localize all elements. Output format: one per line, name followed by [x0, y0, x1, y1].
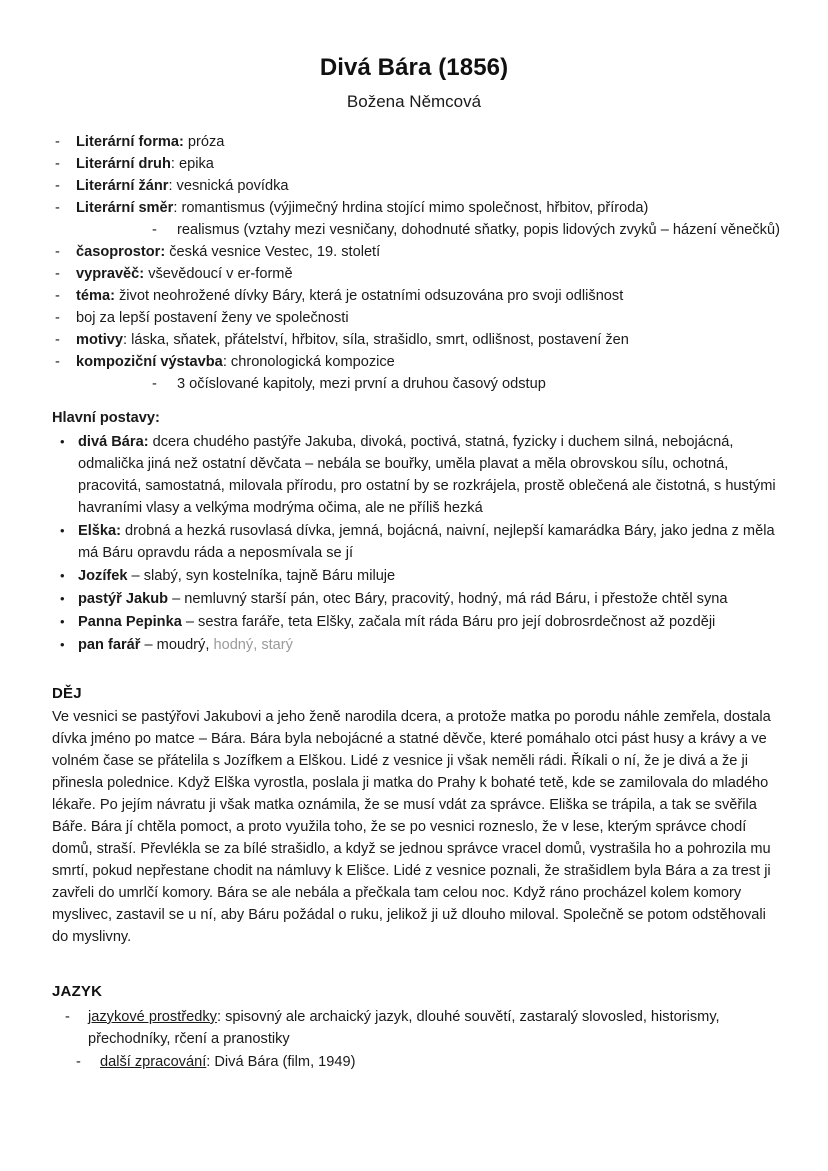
outline-item-term: Literární druh — [76, 155, 171, 172]
outline-item-text — [76, 307, 782, 329]
outline-item-text — [76, 263, 782, 285]
outline-item — [0, 329, 828, 351]
character-name: Panna Pepinka — [78, 613, 182, 630]
character-item — [0, 588, 828, 610]
plot-paragraph: Ve vesnici se pastýřovi Jakubovi a jeho ženě narodila dcera, a protože matka po porodu náhle zemřela, dostala dívka jméno po matce – Bára. Bára byla nebojácné a statné děvče, které pomáhalo otci pást husy a krávy a ve volném čase se přátelila s Jozífkem a Elškou. Lidé z vesnice ji však neměli rádi. Říkali o ní, že je divá a že ji přinesla polednice. Když Elška vyrostla, poslala ji matka do Prahy k bohaté tetě, kde se zamilovala do mladého lékaře. Po jejím návratu ji však matka oznámila, že se musí vdát za správce. Eliška se trápila, a tak se svěřila Báře. Bára jí chtěla pomoct, a proto využila toho, že se po vesnici rozneslo, že v lese, kterým správce chodí domů, straší. Převlékla se za bílé strašidlo, a když se jednou správce vracel domů, vystrašila ho a pohrozila mu smrtí, pokud nepřestane chodit na námluvy k Elišce. Lidé z vesnice poznali, že strašidlem byla Bára a za trest ji zavřeli do umrlčí komory. Bára se ale nebála a přečkala tam celou noc. Když ráno procházel kolem komory myslivec, zastavil se u ní, aby Báru požádal o ruku, jelikož ji už dlouho miloval. Společně se potom odstěhovali do myslivny. — [52, 708, 771, 945]
language-item — [0, 1006, 828, 1050]
plot-heading: DĚJ — [52, 684, 82, 702]
outline-item-detail: : láska, sňatek, přátelství, hřbitov, síla, strašidlo, smrt, odlišnost, postavení žen — [123, 331, 629, 348]
character-item — [0, 520, 828, 564]
character-description-muted: hodný, starý — [209, 636, 293, 653]
character-item-text — [78, 520, 780, 564]
outline-item-text — [76, 131, 782, 153]
outline-item-term: Literární forma: — [76, 133, 184, 150]
outline-item-detail: vševědoucí v er-formě — [144, 265, 293, 282]
outline-item — [0, 219, 828, 241]
dash-bullet-icon: - — [55, 309, 60, 326]
dash-bullet-icon: - — [55, 199, 60, 216]
outline-item-text — [177, 373, 782, 395]
character-item-text — [78, 634, 780, 656]
dash-bullet-icon: - — [55, 177, 60, 194]
outline-item-term: motivy — [76, 331, 124, 348]
character-item — [0, 431, 828, 519]
dash-bullet-icon: - — [55, 353, 60, 370]
character-item-text — [78, 565, 780, 587]
character-item-text — [78, 588, 780, 610]
character-item-text — [78, 431, 780, 519]
characters-list — [0, 431, 828, 656]
plot-section — [0, 684, 828, 948]
outline-item-detail: : vesnická povídka — [168, 177, 289, 194]
character-item-text — [78, 611, 780, 633]
outline-item — [0, 351, 828, 373]
outline-item-term: téma: — [76, 287, 115, 304]
outline-item-detail: : epika — [170, 155, 214, 172]
outline-item-detail: 3 očíslované kapitoly, mezi první a druhou časový odstup — [177, 375, 546, 392]
outline-item-detail: boj za lepší postavení ženy ve společnosti — [76, 309, 349, 326]
round-bullet-icon: • — [60, 613, 65, 629]
character-name: divá Bára: — [78, 433, 149, 450]
outline-item — [0, 131, 828, 153]
dash-bullet-icon: - — [152, 221, 157, 238]
dash-bullet-icon: - — [76, 1053, 81, 1070]
outline-item — [0, 153, 828, 175]
character-description: – nemluvný starší pán, otec Báry, pracovitý, hodný, má rád Báru, i přestože chtěl syna — [168, 590, 728, 607]
outline-item — [0, 241, 828, 263]
outline-item-detail: próza — [183, 133, 225, 150]
character-name: Elška: — [78, 522, 121, 539]
character-description: – slabý, syn kostelníka, tajně Báru miluje — [127, 567, 396, 584]
language-item-text — [88, 1006, 784, 1050]
character-item — [0, 611, 828, 633]
outline-item-text — [76, 153, 782, 175]
character-name: pastýř Jakub — [78, 590, 169, 607]
page-title: Divá Bára (1856) — [319, 54, 509, 81]
language-item-detail: : spisovný ale archaický jazyk, dlouhé souvětí, zastaralý slovosled, historismy, přechodníky, rčení a pranostiky — [88, 1008, 720, 1047]
round-bullet-icon: • — [60, 522, 65, 538]
language-section — [0, 982, 828, 1073]
outline-item-text — [76, 285, 782, 307]
outline-item — [0, 373, 828, 395]
outline-item — [0, 175, 828, 197]
outline-item-term: kompoziční výstavba — [76, 353, 223, 370]
language-item-detail: : Divá Bára (film, 1949) — [206, 1053, 356, 1070]
language-list — [0, 1006, 828, 1073]
language-item-text — [100, 1051, 784, 1073]
language-item — [0, 1051, 828, 1073]
outline-item-term: vypravěč: — [76, 265, 145, 282]
outline-item-text — [76, 329, 782, 351]
outline-item-text — [76, 351, 782, 373]
language-item-term: jazykové prostředky — [88, 1008, 217, 1025]
outline-item — [0, 285, 828, 307]
round-bullet-icon: • — [60, 567, 65, 583]
language-item-term: další zpracování — [100, 1053, 207, 1070]
character-description: – moudrý, — [140, 636, 210, 653]
outline-item-text — [177, 219, 782, 241]
character-name: Jozífek — [78, 567, 128, 584]
outline-item-detail: česká vesnice Vestec, 19. století — [165, 243, 381, 260]
outline-item-detail: : chronologická kompozice — [222, 353, 395, 370]
dash-bullet-icon: - — [55, 243, 60, 260]
character-name: pan farář — [78, 636, 141, 653]
language-heading: JAZYK — [52, 982, 103, 1000]
character-description: – sestra faráře, teta Elšky, začala mít ráda Báru pro její dobrosrdečnost až později — [181, 613, 716, 630]
dash-bullet-icon: - — [55, 133, 60, 150]
dash-bullet-icon: - — [55, 265, 60, 282]
character-item — [0, 565, 828, 587]
outline-item-text — [76, 175, 782, 197]
outline-item-term: Literární žánr — [76, 177, 169, 194]
outline-item-detail: : romantismus (výjimečný hrdina stojící mimo společnost, hřbitov, příroda) — [173, 199, 649, 216]
metadata-outline-list — [0, 131, 828, 395]
dash-bullet-icon: - — [55, 155, 60, 172]
round-bullet-icon: • — [60, 590, 65, 606]
round-bullet-icon: • — [60, 433, 65, 449]
dash-bullet-icon: - — [55, 331, 60, 348]
outline-item-text — [76, 241, 782, 263]
characters-section-label: Hlavní postavy: — [52, 409, 160, 426]
outline-item-detail: život neohrožené dívky Báry, která je ostatními odsuzována pro svoji odlišnost — [114, 287, 624, 304]
outline-item-term: časoprostor: — [76, 243, 166, 260]
dash-bullet-icon: - — [55, 287, 60, 304]
outline-item — [0, 197, 828, 219]
outline-item-term: Literární směr — [76, 199, 174, 216]
round-bullet-icon: • — [60, 636, 65, 652]
outline-item-text — [76, 197, 782, 219]
outline-item-detail: realismus (vztahy mezi vesničany, dohodnuté sňatky, popis lidových zvyků – házení věnečků) — [177, 221, 780, 238]
outline-item — [0, 263, 828, 285]
document-author: Božena Němcová — [346, 91, 482, 111]
dash-bullet-icon: - — [152, 375, 157, 392]
character-item — [0, 634, 828, 656]
outline-item — [0, 307, 828, 329]
character-description: dcera chudého pastýře Jakuba, divoká, poctivá, statná, fyzicky i duchem silná, nebojácná, odmalička jiná než ostatní děvčata – nebála se bouřky, uměla plavat a měla obrovskou sílu, ochotná, pracovitá, samostatná, milovala přírodu, pro ostatní by se rozkrájela, prostě oblečená ale čistotná, s hustými havraními vlasy a velkýma modrýma očima, ale ne příliš hezká — [78, 433, 776, 516]
dash-bullet-icon: - — [65, 1008, 70, 1025]
character-description: drobná a hezká rusovlasá dívka, jemná, bojácná, naivní, nejlepší kamarádka Báry, jako jedna z měla má Báru opravdu ráda a neposmívala se jí — [78, 522, 775, 561]
